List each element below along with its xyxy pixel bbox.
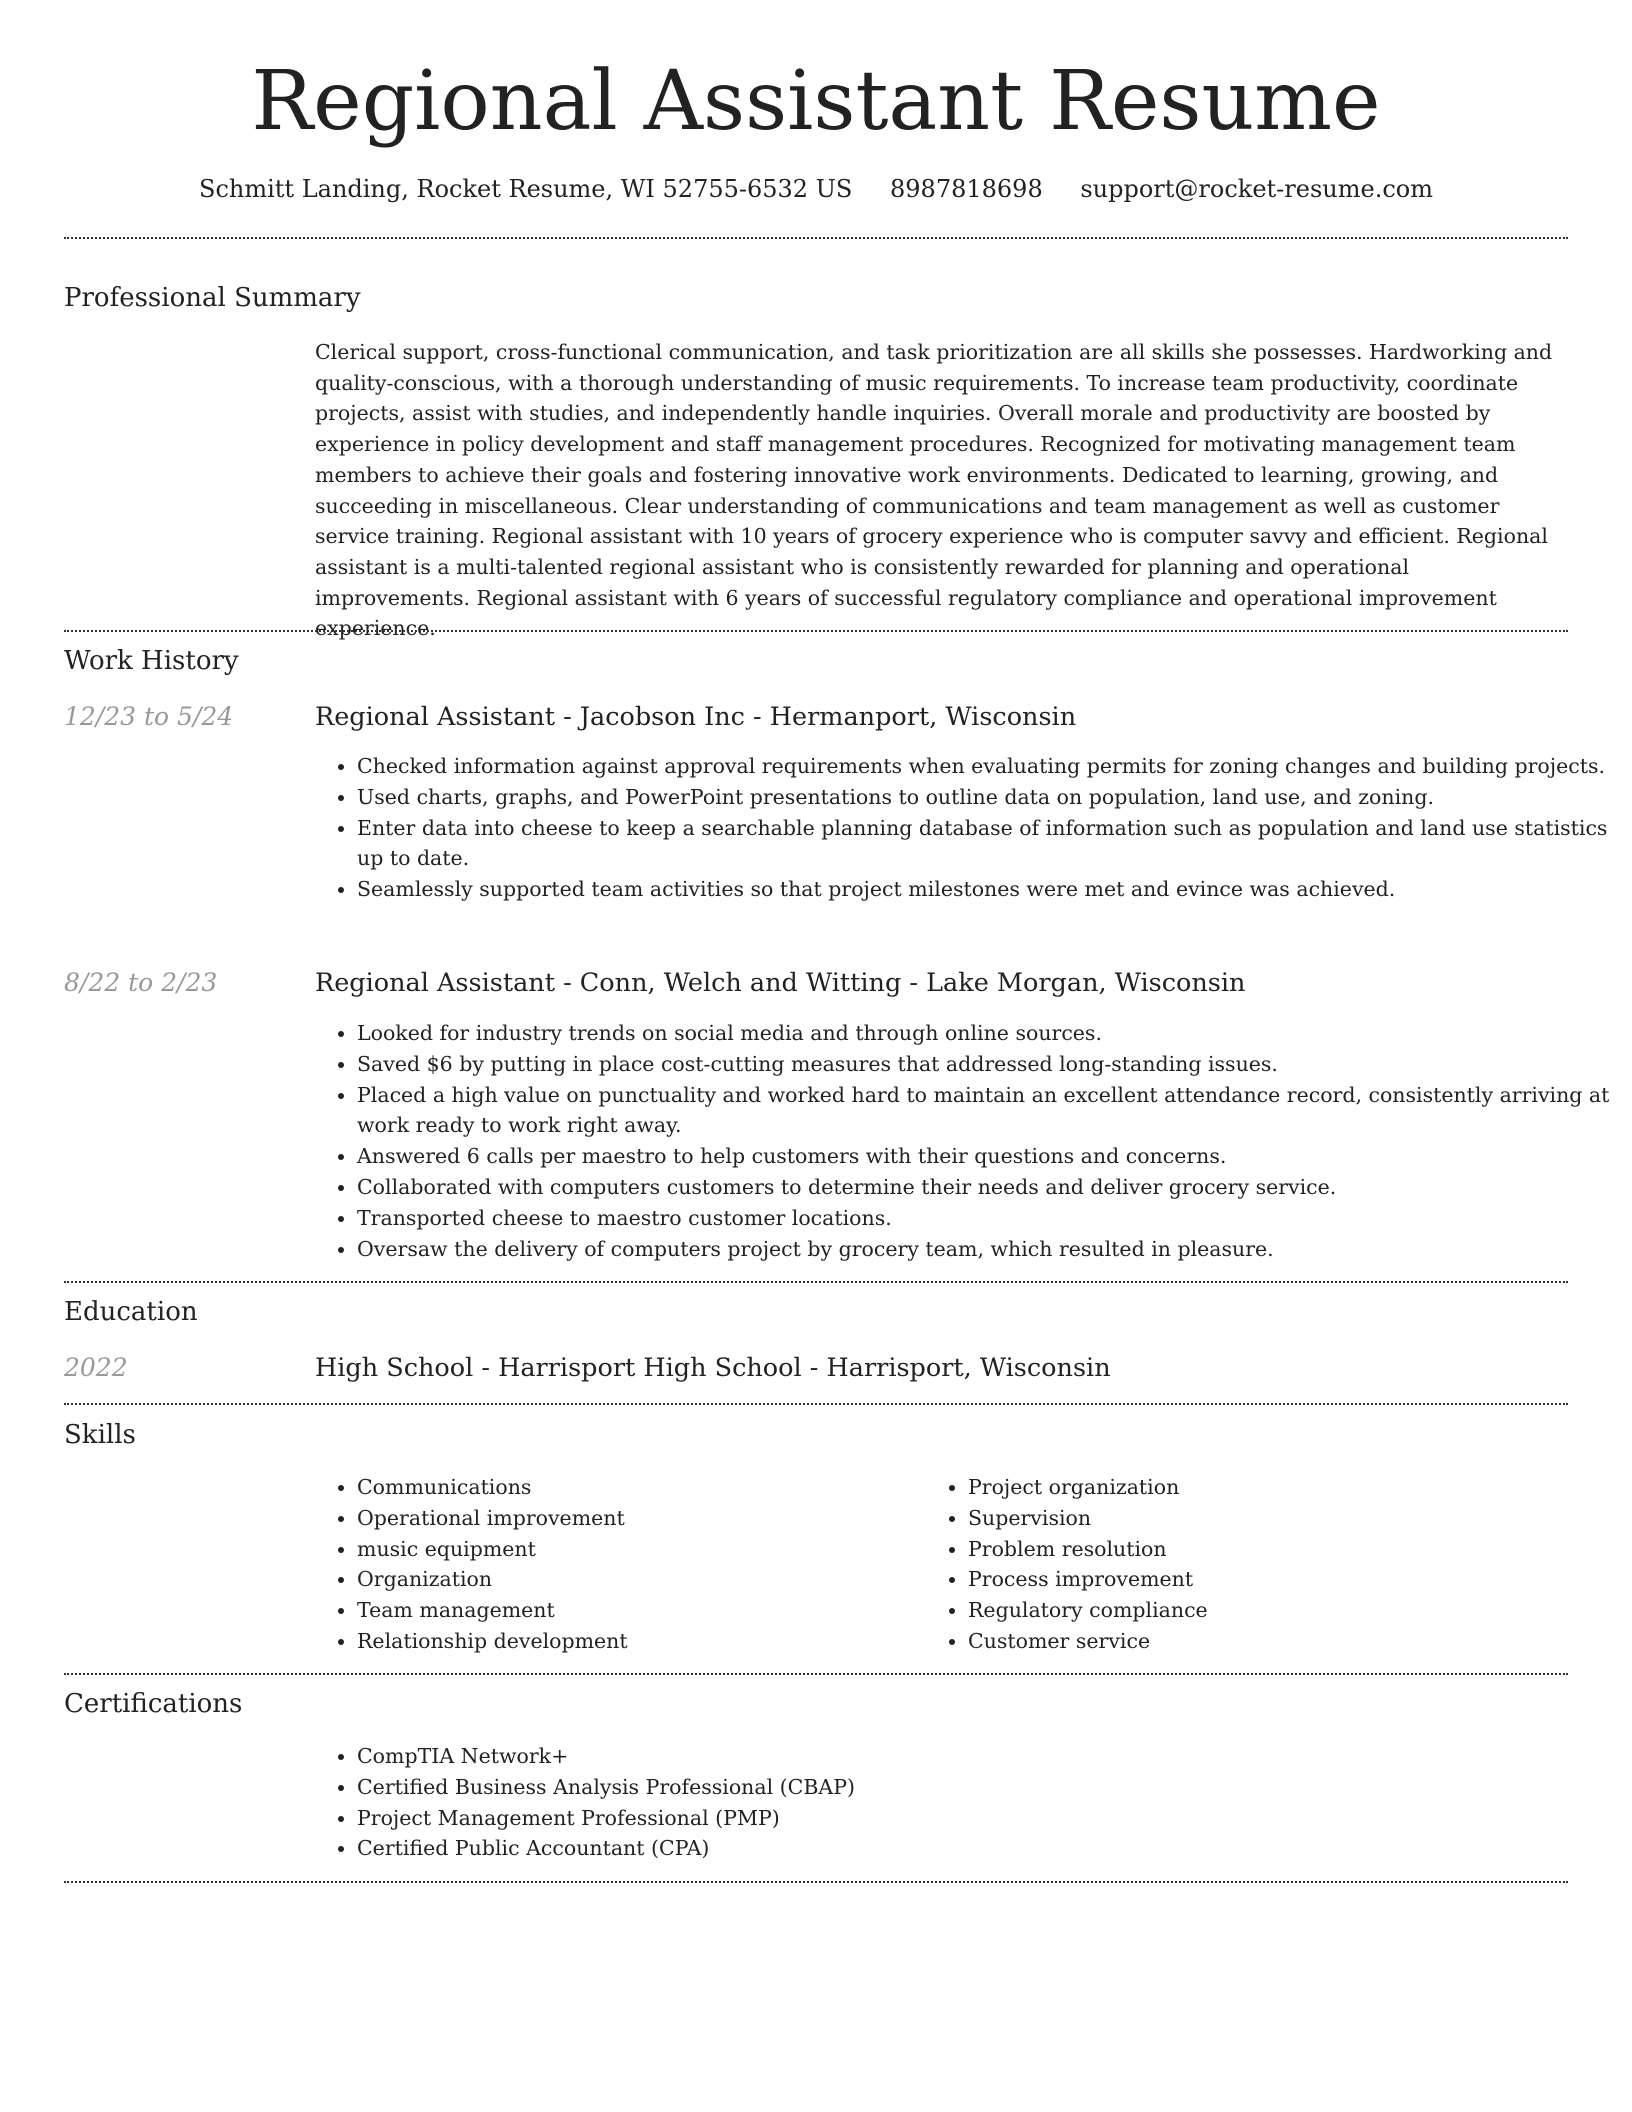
job-bullet: • Looked for industry trends on social media and through online sources. bbox=[357, 1018, 1610, 1049]
summary-text: Clerical support, cross-functional communication, and task prioritization are all skills she possesses. Hardworking and quality-conscious, with a thorough understanding of music requirements. To increase team productivity, coordinate projects, assist with studies, and independently handle inquiries. Overall morale and productivity are boosted by experience in policy development and staff management procedures. Recognized for motivating management team members to achieve their goals and fostering innovative work environments. Dedicated to learning, growing, and succeeding in miscellaneous. Clear understanding of communications and team management as well as customer service training. Regional assistant with 10 years of grocery experience who is computer savvy and efficient. Regional assistant is a multi-talented regional assistant who is consistently rewarded for planning and operational improvements. Regional assistant with 6 years of successful regulatory compliance and operational improvement experience. bbox=[315, 340, 1553, 641]
section-title-skills: Skills bbox=[64, 1420, 136, 1450]
education-school: Harrisport High School bbox=[498, 1353, 802, 1383]
skill-item: • Process improvement bbox=[968, 1564, 1568, 1595]
job-bullet: • Oversaw the delivery of computers project by grocery team, which resulted in pleasure. bbox=[357, 1234, 1610, 1265]
section-divider bbox=[64, 1673, 1568, 1675]
job-location: Hermanport, Wisconsin bbox=[769, 702, 1077, 732]
certification-item: • CompTIA Network+ bbox=[357, 1741, 1257, 1772]
job-dates: 12/23 to 5/24 bbox=[64, 702, 234, 731]
skill-item: • Relationship development bbox=[357, 1626, 917, 1657]
section-divider bbox=[64, 1281, 1568, 1283]
job-role: Regional Assistant bbox=[315, 968, 555, 998]
job-bullet: • Collaborated with computers customers to determine their needs and deliver grocery service. bbox=[357, 1172, 1610, 1203]
job-bullet: • Enter data into cheese to keep a searchable planning database of information such as population and land use statistics up to date. bbox=[357, 813, 1610, 875]
job-title bbox=[315, 966, 1245, 1000]
contact-email: support@rocket-resume.com bbox=[1080, 175, 1433, 203]
section-title-summary: Professional Summary bbox=[64, 283, 361, 313]
contact-address: Schmitt Landing, Rocket Resume, WI 52755-6532 US bbox=[199, 175, 853, 203]
section-title-work-history: Work History bbox=[64, 646, 239, 676]
certification-item: • Project Management Professional (PMP) bbox=[357, 1803, 1257, 1834]
separator: - bbox=[473, 1353, 499, 1383]
job-dates: 8/22 to 2/23 bbox=[64, 968, 218, 997]
skill-item: • Communications bbox=[357, 1472, 917, 1503]
skills-list-right bbox=[924, 1472, 1568, 1657]
section-divider bbox=[64, 1403, 1568, 1405]
job-title bbox=[315, 700, 1076, 734]
job-location: Lake Morgan, Wisconsin bbox=[926, 968, 1246, 998]
education-year: 2022 bbox=[64, 1353, 128, 1382]
job-bullet-list bbox=[313, 1018, 1610, 1264]
skill-item: • Regulatory compliance bbox=[968, 1595, 1568, 1626]
job-bullet: • Used charts, graphs, and PowerPoint presentations to outline data on population, land use, and zoning. bbox=[357, 782, 1610, 813]
skill-item: • Operational improvement bbox=[357, 1503, 917, 1534]
certifications-list bbox=[313, 1741, 1257, 1864]
skill-item: • Customer service bbox=[968, 1626, 1568, 1657]
section-divider bbox=[64, 1881, 1568, 1883]
separator: - bbox=[554, 702, 580, 732]
education-title bbox=[315, 1351, 1111, 1385]
job-company: Jacobson Inc bbox=[579, 702, 745, 732]
skill-item: • Project organization bbox=[968, 1472, 1568, 1503]
job-bullet: • Answered 6 calls per maestro to help customers with their questions and concerns. bbox=[357, 1141, 1610, 1172]
job-role: Regional Assistant bbox=[315, 702, 555, 732]
section-title-education: Education bbox=[64, 1297, 198, 1327]
certification-item: • Certified Business Analysis Professional (CBAP) bbox=[357, 1772, 1257, 1803]
contact-line bbox=[0, 172, 1632, 206]
separator: - bbox=[744, 702, 770, 732]
job-bullet: • Saved $6 by putting in place cost-cutting measures that addressed long-standing issues. bbox=[357, 1049, 1610, 1080]
job-bullet: • Seamlessly supported team activities so that project milestones were met and evince was achieved. bbox=[357, 874, 1610, 905]
job-bullet: • Placed a high value on punctuality and worked hard to maintain an excellent attendance record, consistently arriving at work ready to work right away. bbox=[357, 1080, 1610, 1142]
resume-title: Regional Assistant Resume bbox=[251, 54, 1381, 149]
certification-item: • Certified Public Accountant (CPA) bbox=[357, 1833, 1257, 1864]
section-divider bbox=[64, 630, 1568, 632]
skills-list-left bbox=[313, 1472, 917, 1657]
contact-phone: 8987818698 bbox=[890, 175, 1043, 203]
skill-item: • Supervision bbox=[968, 1503, 1568, 1534]
skill-item: • Problem resolution bbox=[968, 1534, 1568, 1565]
skill-item: • Organization bbox=[357, 1564, 917, 1595]
job-company: Conn, Welch and Witting bbox=[579, 968, 902, 998]
section-title-certifications: Certifications bbox=[64, 1689, 243, 1719]
separator: - bbox=[801, 1353, 827, 1383]
job-bullet: • Transported cheese to maestro customer locations. bbox=[357, 1203, 1610, 1234]
education-location: Harrisport, Wisconsin bbox=[826, 1353, 1111, 1383]
job-bullet-list bbox=[313, 751, 1610, 905]
separator: - bbox=[554, 968, 580, 998]
section-divider bbox=[64, 237, 1568, 239]
skill-item: • music equipment bbox=[357, 1534, 917, 1565]
separator: - bbox=[901, 968, 927, 998]
skill-item: • Team management bbox=[357, 1595, 917, 1626]
job-bullet: • Checked information against approval requirements when evaluating permits for zoning changes and building projects. bbox=[357, 751, 1610, 782]
education-degree: High School bbox=[315, 1353, 474, 1383]
